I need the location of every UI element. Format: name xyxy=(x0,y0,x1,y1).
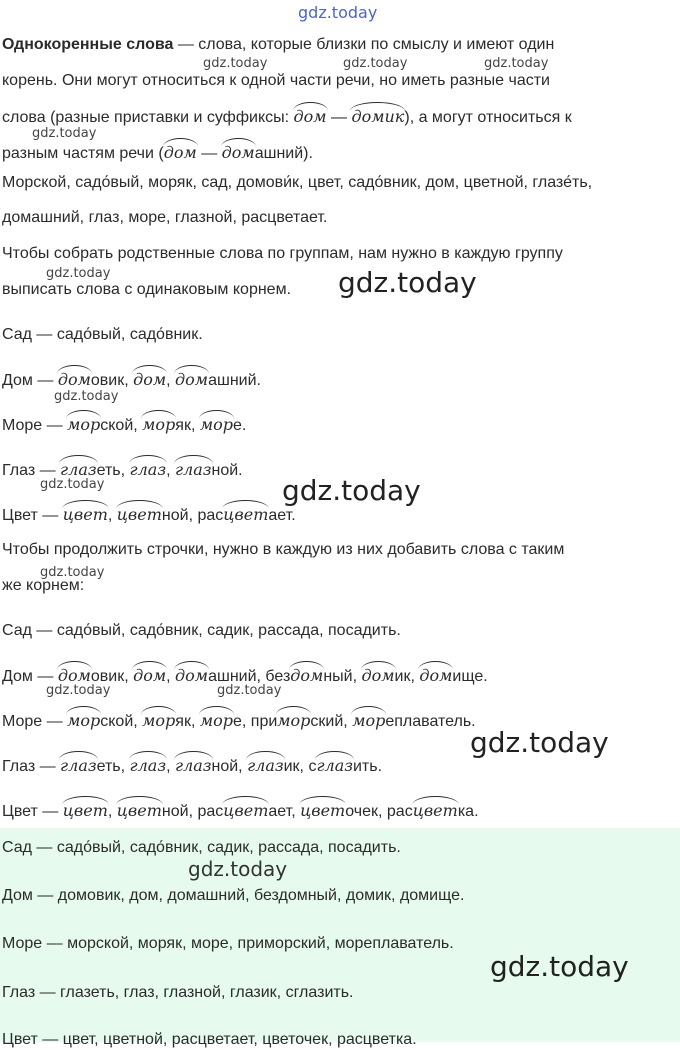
answer-dom: Дом — домовик, дом, домашний, бездомный, домик, домище. xyxy=(2,887,465,904)
watermark: gdz.today xyxy=(40,565,105,580)
intro-line-2: корень. Они могут относиться к одной части речи, но иметь разные части xyxy=(2,72,550,89)
group2-glaz: Глаз — глазеть, глаз, глазной, глазик, сглазить. xyxy=(2,756,383,775)
task1-line-1: Чтобы собрать родственные слова по группам, нам нужно в каждую группу xyxy=(2,245,563,262)
group2-dom: Дом — домовик, дом, домашний, бездомный, домик, домище. xyxy=(2,666,488,685)
watermark-top: gdz.today xyxy=(298,3,378,22)
task2-line-1: Чтобы продолжить строчки, нужно в каждую из них добавить слова с таким xyxy=(2,541,565,558)
watermark: gdz.today xyxy=(484,56,549,71)
watermark: gdz.today xyxy=(203,56,268,71)
watermark: gdz.today xyxy=(343,56,408,71)
watermark: gdz.today xyxy=(188,857,288,881)
watermark-large: gdz.today xyxy=(470,726,609,759)
group2-sad: Сад — садо́вый, садо́вник, садик, рассада, посадить. xyxy=(2,622,401,639)
watermark: gdz.today xyxy=(54,389,119,404)
words-line-1: Морской, садо́вый, моряк, сад, домови́к, цвет, садо́вник, дом, цветной, глазе́ть, xyxy=(2,174,593,191)
words-line-2: домашний, глаз, море, глазной, расцветает. xyxy=(2,209,328,226)
watermark: gdz.today xyxy=(217,683,282,698)
group-sad: Сад — садо́вый, садо́вник. xyxy=(2,326,203,343)
intro-line-4: разным частям речи (дом — домашний). xyxy=(2,143,313,162)
task2-line-2: же корнем: xyxy=(2,577,85,594)
watermark-large: gdz.today xyxy=(282,474,421,507)
group2-more: Море — морской, моряк, море, приморский, мореплаватель. xyxy=(2,711,476,730)
intro-line-3: слова (разные приставки и суффиксы: дом — домик), а могут относиться к xyxy=(2,107,572,126)
watermark: gdz.today xyxy=(32,126,97,141)
answer-glaz: Глаз — глазеть, глаз, глазной, глазик, сглазить. xyxy=(2,984,354,1001)
group2-cvet: Цвет — цвет, цветной, расцветает, цветочек, расцветка. xyxy=(2,801,479,820)
watermark-large: gdz.today xyxy=(338,266,477,299)
answer-sad: Сад — садо́вый, садо́вник, садик, рассада, посадить. xyxy=(2,839,401,856)
task1-line-2: выписать слова с одинаковым корнем. xyxy=(2,281,292,298)
intro-line-1: Однокоренные слова — слова, которые близки по смыслу и имеют один xyxy=(2,36,555,53)
watermark-large: gdz.today xyxy=(490,950,629,983)
group-glaz: Глаз — глазеть, глаз, глазной. xyxy=(2,460,243,479)
watermark: gdz.today xyxy=(46,683,111,698)
watermark: gdz.today xyxy=(46,266,111,281)
group-more: Море — морской, моряк, море. xyxy=(2,415,247,434)
watermark: gdz.today xyxy=(40,477,105,492)
group-cvet: Цвет — цвет, цветной, расцветает. xyxy=(2,505,296,524)
group-dom: Дом — домовик, дом, домашний. xyxy=(2,370,261,389)
answer-more: Море — морской, моряк, море, приморский, мореплаватель. xyxy=(2,935,454,952)
answer-cvet: Цвет — цвет, цветной, расцветает, цветочек, расцветка. xyxy=(2,1031,417,1048)
